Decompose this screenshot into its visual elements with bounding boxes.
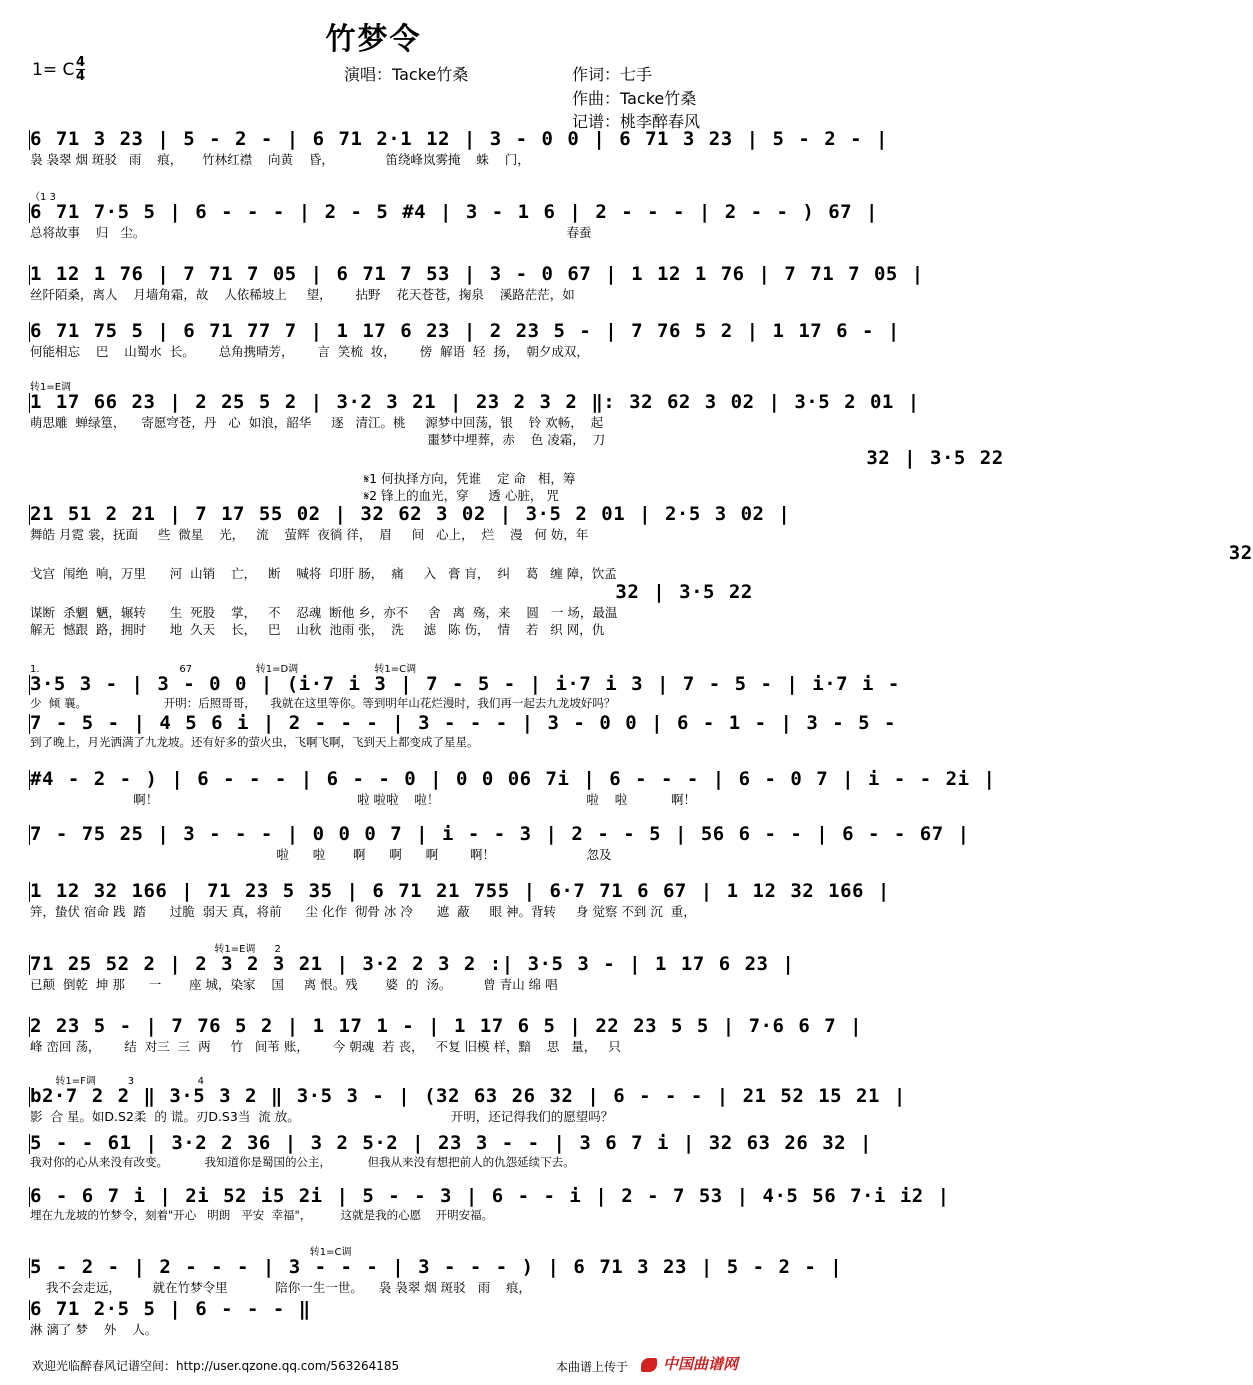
notation-line: 32 | 3·5 22 [30, 447, 1004, 469]
system-start-barline [29, 322, 30, 342]
notation-line: 3·5 3 - | 3 - 0 0 | (i·7 i 3 | 7 - 5 - | i·7 i 3 | 7 - 5 - | i·7 i - [30, 673, 900, 695]
notation-line: 6 71 7·5 5 | 6 - - - | 2 - 5 #4 | 3 - 1 6 | 2 - - - | 2 - - ) 67 | [30, 201, 878, 223]
notation-line: 6 71 3 23 | 5 - 2 - | 6 71 2·1 12 | 3 - 0 0 | 6 71 3 23 | 5 - 2 - | [30, 128, 888, 150]
system-start-barline [29, 770, 30, 790]
notation-line: 6 - 6 7 i | 2i 52 i5 2i | 5 - - 3 | 6 - - i | 2 - 7 53 | 4·5 56 7·i i2 | [30, 1185, 950, 1207]
lyric-line: 笄，蛰伏 宿命 践 踏 过脆 弱天 真，将前 尘 化作 彻骨 冰 冷 遮 蔽 眼 神。背转 身 觉察 不到 沉 重， [30, 904, 696, 919]
lyric-line: 影 合 星。如D.S2柔 的 谎。刃D.S3当 流 放。 开明，还记得我们的愿望吗？ [30, 1109, 614, 1124]
lyric-line: 丝阡陌桑，离人 月墙角霜，故 人依稀坡上 望， 拈野 花天苍苍，掬泉 溪路茫茫，如 [30, 287, 575, 302]
time-signature-top: 4 [76, 55, 86, 70]
lyric-line: 啊！ 啦 啦啦 啦！ 啦 啦 啊！ [30, 792, 696, 807]
song-title: 竹梦令 [325, 22, 422, 57]
system-start-barline [29, 1134, 30, 1154]
lyric-line: 舞皓 月霓 裳，抚面 些 微星 光， 流 萤辉 夜徜 徉， 眉 间 心上， 烂 漫 何 妨，年 [30, 527, 589, 542]
notation-line: 7 - 75 25 | 3 - - - | 0 0 0 7 | i - - 3 | 2 - - 5 | 56 6 - - | 6 - - 67 | [30, 823, 970, 845]
composer-credit: 作曲：Tacke竹桑 [572, 89, 697, 108]
notation-line: 5 - 2 - | 2 - - - | 3 - - - | 3 - - - ) | 6 71 3 23 | 5 - 2 - | [30, 1256, 843, 1278]
notation-line: 71 25 52 2 | 2 3 2 3 21 | 3·2 2 3 2 :| 3·5 3 - | 1 17 6 23 | [30, 953, 795, 975]
performance-mark: 1. 67 转1=D调 转1=C调 [30, 664, 417, 675]
performance-mark: 转1=E调 2 [30, 944, 281, 955]
performance-mark: （1 3 [30, 192, 56, 203]
spoken-dialogue: 到了晚上，月光洒满了九龙坡。还有好多的萤火虫，飞啊飞啊，飞到天上都变成了星星。 [30, 735, 479, 749]
system-start-barline [29, 1258, 30, 1278]
system-start-barline [29, 130, 30, 150]
system-start-barline [29, 1187, 30, 1207]
site-logo [641, 1353, 741, 1374]
lyric-line: 何能相忘 巴 山蜀水 长。 总角携晴芳， 言 笑梳 妆， 傍 解语 轻 扬， 朝夕成双， [30, 344, 589, 359]
lyric-line: 我不会走远， 就在竹梦令里 陪你一生一世。 袅 袅翠 烟 斑驳 雨 痕， [30, 1280, 531, 1295]
system-start-barline [29, 265, 30, 285]
notation-line: 6 71 75 5 | 6 71 77 7 | 1 17 6 23 | 2 23 5 - | 7 76 5 2 | 1 17 6 - | [30, 320, 900, 342]
lyric-line: 淋 漓了 梦 外 人。 [30, 1322, 158, 1337]
system-start-barline [29, 203, 30, 223]
notation-line: 2 23 5 - | 7 76 5 2 | 1 17 1 - | 1 17 6 5 | 22 23 5 5 | 7·6 6 7 | [30, 1015, 863, 1037]
lyric-line: 噩梦中埋葬，赤 色 凌霜， 刀 [30, 432, 606, 447]
system-start-barline [29, 393, 30, 413]
footer-welcome: 欢迎光临醉春风记谱空间：http://user.qzone.qq.com/563264185 [32, 1359, 400, 1373]
notation-line: 1 17 66 23 | 2 25 5 2 | 3·2 3 21 | 23 2 3 2 ‖: 32 62 3 02 | 3·5 2 01 | [30, 391, 920, 413]
lyric-line: 戈宫 闱绝 响，万里 河 山销 亡， 断 喊将 印肝 肠， 痛 入 膏 肓， 纠 葛 缠 障，饮孟 [30, 566, 617, 581]
system-start-barline [29, 955, 30, 975]
system-start-barline [29, 505, 30, 525]
lyric-line: 啦 啦 啊 啊 啊 啊！ 忽及 [30, 847, 612, 862]
performance-mark: 转1=F调 3 4 [30, 1076, 205, 1087]
system-start-barline [29, 675, 30, 695]
lyric-line: 解无 憾跟 路，拥时 地 久天 长， 巴 山秋 池雨 张， 洗 滤 陈 伤， 情 若 织 网，仇 [30, 622, 605, 637]
lyric-line: 袅 袅翠 烟 斑驳 雨 痕， 竹林红襟 向黄 昏， 笛绕峰岚雾掩 蛛 门， [30, 152, 530, 167]
lyric-line: 萌思雕 蝉绿篁， 寄愿穹苍，丹 心 如浪，韶华 逐 清江。桃 源梦中回荡，银 铃 欢畅， 起 [30, 415, 604, 430]
lyric-line: 谋断 杀魍 魉，辗转 生 死股 掌， 不 忍魂 断他 乡，亦不 舍 离 殇，来 圆 一 场，最温 [30, 605, 618, 620]
notation-line: 32 [30, 542, 1253, 564]
spoken-dialogue: 少 倾 襄。 开明：后照哥哥， 我就在这里等你。等到明年山花烂漫时，我们再一起去九龙坡好吗？ [30, 696, 616, 710]
time-signature [76, 56, 85, 83]
lyric-line: 𝄋2 锋上的血光，穿 透 心脏， 咒 [30, 488, 559, 503]
system-start-barline [29, 1300, 30, 1320]
notation-line: 6 71 2·5 5 | 6 - - - ‖ [30, 1298, 311, 1320]
notation-line: b2·7 2 2 ‖ 3·5 3 2 ‖ 3·5 3 - | (32 63 26 32 | 6 - - - | 21 52 15 21 | [30, 1085, 906, 1107]
logo-icon [641, 1358, 657, 1372]
notation-line: 5 - - 61 | 3·2 2 36 | 3 2 5·2 | 23 3 - - | 3 6 7 i | 32 63 26 32 | [30, 1132, 872, 1154]
singer-credit: 演唱：Tacke竹桑 [344, 65, 469, 84]
lyricist-credit: 作词：七手 [572, 65, 653, 84]
key-signature: 1= C [32, 60, 75, 80]
notation-line: 1 12 1 76 | 7 71 7 05 | 6 71 7 53 | 3 - 0 67 | 1 12 1 76 | 7 71 7 05 | [30, 263, 924, 285]
notation-line: #4 - 2 - ) | 6 - - - | 6 - - 0 | 0 0 06 7i | 6 - - - | 6 - 0 7 | i - - 2i | [30, 768, 996, 790]
lyric-line: 总将故事 归 尘。 春蚕 [30, 225, 592, 240]
site-logo-text: 中国曲谱网 [663, 1355, 739, 1373]
spoken-dialogue: 埋在九龙坡的竹梦令，刻着"开心 明朗 平安 幸福"， 这就是我的心愿 开明安福。 [30, 1208, 494, 1222]
notation-line: 1 12 32 166 | 71 23 5 35 | 6 71 21 755 | 6·7 71 6 67 | 1 12 32 166 | [30, 880, 890, 902]
time-signature-bottom: 4 [76, 69, 86, 84]
transcriber-credit: 记谱：桃李醉春风 [572, 112, 701, 131]
lyric-line: 𝄋1 何执择方向，凭谁 定 命 相，筹 [30, 471, 576, 486]
lyric-line: 峰 峦回 荡， 结 对三 三 两 竹 间苇 账， 今 朝魂 若 丧， 不复 旧模 样，黯 思 量， 只 [30, 1039, 621, 1054]
spoken-dialogue: 我对你的心从来没有改变。 我知道你是蜀国的公主， 但我从来没有想把前人的仇怨延续下去。 [30, 1155, 575, 1169]
performance-mark: 转1=E调 [30, 382, 72, 393]
notation-line: 21 51 2 21 | 7 17 55 02 | 32 62 3 02 | 3·5 2 01 | 2·5 3 02 | [30, 503, 791, 525]
notation-line: 7 - 5 - | 4 5 6 i | 2 - - - | 3 - - - | 3 - 0 0 | 6 - 1 - | 3 - 5 - [30, 712, 896, 734]
footer-upload-label: 本曲谱上传于 [556, 1360, 629, 1374]
system-start-barline [29, 1087, 30, 1107]
system-start-barline [29, 825, 30, 845]
lyric-line: 已颠 倒乾 坤 那 一 座 城，染家 国 离 恨。残 婆 的 汤。 曾 青山 绵 唱 [30, 977, 558, 992]
system-start-barline [29, 1017, 30, 1037]
performance-mark: 转1=C调 [30, 1247, 352, 1258]
system-start-barline [29, 882, 30, 902]
system-start-barline [29, 714, 30, 734]
notation-line: 32 | 3·5 22 [30, 581, 753, 603]
